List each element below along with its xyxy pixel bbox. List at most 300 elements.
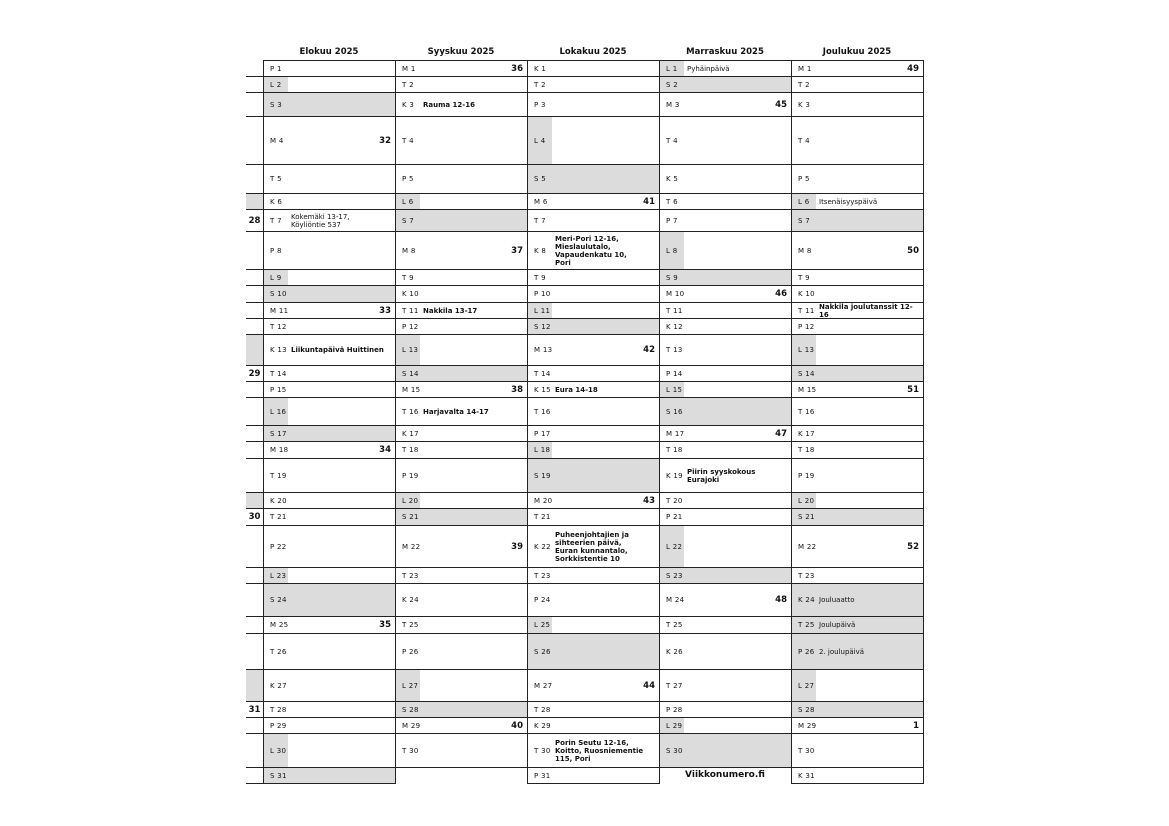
day-label: T 4 [798, 136, 810, 145]
day-cell[interactable] [659, 165, 792, 194]
day-label: K 15 [534, 385, 551, 394]
week-number: 39 [511, 541, 523, 552]
left-week-cell [246, 718, 263, 734]
day-label: T 26 [270, 647, 287, 656]
day-cell[interactable] [791, 584, 924, 617]
day-label: K 24 [402, 596, 419, 604]
day-cell[interactable] [791, 734, 924, 768]
day-label: T 16 [534, 407, 551, 416]
day-cell[interactable] [791, 718, 924, 734]
day-label: S 28 [402, 705, 419, 714]
day-cell[interactable] [395, 493, 528, 509]
day-cell[interactable] [395, 426, 528, 442]
day-cell[interactable] [263, 526, 396, 568]
day-cell[interactable] [527, 335, 660, 366]
day-label: L 22 [666, 542, 683, 551]
event-text: Pyhäinpäivä [687, 64, 730, 73]
day-cell[interactable] [263, 634, 396, 670]
day-cell[interactable] [395, 459, 528, 493]
day-label: S 31 [270, 771, 287, 780]
day-cell[interactable] [263, 232, 396, 270]
day-cell[interactable] [659, 366, 792, 382]
day-cell[interactable] [263, 584, 396, 617]
left-week-number: 30 [248, 512, 261, 522]
day-cell[interactable] [263, 670, 396, 702]
day-cell[interactable] [659, 459, 792, 493]
day-label: S 16 [666, 407, 683, 416]
left-week-cell [246, 768, 263, 784]
day-cell[interactable] [791, 77, 924, 93]
day-label: P 15 [270, 385, 287, 394]
day-cell[interactable] [791, 60, 924, 77]
day-label: T 25 [666, 621, 683, 629]
day-label: S 26 [534, 647, 551, 656]
event-text: Harjavalta 14-17 [423, 407, 489, 416]
day-label: P 8 [270, 246, 282, 255]
day-cell[interactable] [395, 617, 528, 634]
day-cell[interactable] [527, 232, 660, 270]
day-cell[interactable] [659, 509, 792, 526]
day-cell[interactable] [659, 617, 792, 634]
day-cell[interactable] [395, 382, 528, 398]
day-label: T 9 [402, 273, 414, 282]
day-label: T 20 [666, 496, 683, 505]
day-label: S 28 [798, 705, 815, 714]
day-label: T 25 [798, 621, 815, 629]
day-label: K 17 [402, 429, 419, 438]
day-cell[interactable] [791, 398, 924, 426]
day-cell[interactable] [395, 93, 528, 117]
day-cell[interactable] [527, 459, 660, 493]
day-cell[interactable] [659, 702, 792, 718]
day-label: M 24 [666, 596, 685, 604]
day-label: M 6 [534, 197, 548, 206]
day-cell[interactable] [263, 382, 396, 398]
left-week-cell [246, 584, 263, 617]
day-cell[interactable] [263, 398, 396, 426]
day-label: M 29 [402, 721, 421, 730]
day-cell[interactable] [659, 382, 792, 398]
day-cell[interactable] [395, 584, 528, 617]
day-label: T 19 [270, 471, 287, 480]
day-label: M 22 [402, 542, 421, 551]
day-cell[interactable] [527, 702, 660, 718]
day-label: M 29 [798, 721, 817, 730]
day-label: L 20 [402, 496, 419, 505]
day-label: M 22 [798, 542, 817, 551]
day-cell[interactable] [527, 366, 660, 382]
week-number: 35 [379, 620, 391, 630]
day-label: T 21 [270, 513, 287, 521]
day-label: T 23 [534, 571, 551, 580]
day-label: T 18 [666, 446, 683, 454]
day-label: T 9 [534, 273, 546, 282]
day-cell[interactable] [263, 617, 396, 634]
left-week-cell [246, 398, 263, 426]
day-cell[interactable] [791, 194, 924, 210]
day-cell[interactable] [791, 702, 924, 718]
day-cell[interactable] [527, 382, 660, 398]
day-cell[interactable] [791, 426, 924, 442]
day-cell[interactable] [659, 335, 792, 366]
day-label: K 24 [798, 596, 815, 604]
day-cell[interactable] [395, 509, 528, 526]
day-cell[interactable] [659, 210, 792, 232]
day-cell[interactable] [791, 382, 924, 398]
day-label: L 16 [270, 407, 287, 416]
day-label: P 17 [534, 429, 551, 438]
day-label: S 7 [798, 216, 811, 225]
day-label: S 14 [798, 369, 815, 378]
day-cell[interactable] [527, 210, 660, 232]
day-cell[interactable] [791, 568, 924, 584]
day-cell[interactable] [395, 165, 528, 194]
left-week-cell [246, 60, 263, 77]
day-cell[interactable] [263, 77, 396, 93]
day-label: S 23 [666, 571, 683, 580]
day-label: L 2 [270, 80, 282, 89]
week-number: 40 [511, 720, 523, 731]
day-cell[interactable] [791, 335, 924, 366]
day-label: T 30 [402, 746, 419, 755]
day-cell[interactable] [659, 398, 792, 426]
day-cell[interactable] [263, 366, 396, 382]
day-label: T 18 [798, 446, 815, 454]
day-cell[interactable] [263, 319, 396, 335]
day-cell[interactable] [527, 77, 660, 93]
day-cell[interactable] [395, 303, 528, 319]
day-cell[interactable] [791, 617, 924, 634]
day-label: T 7 [270, 216, 282, 225]
day-cell[interactable] [527, 670, 660, 702]
day-cell[interactable] [527, 319, 660, 335]
day-cell[interactable] [659, 319, 792, 335]
day-cell[interactable] [659, 270, 792, 286]
day-label: S 21 [402, 513, 419, 521]
day-cell[interactable] [527, 286, 660, 303]
day-cell[interactable] [791, 493, 924, 509]
left-shade [246, 194, 263, 209]
day-cell[interactable] [395, 210, 528, 232]
day-cell[interactable] [659, 232, 792, 270]
day-cell[interactable] [659, 634, 792, 670]
weekend-shade [660, 77, 791, 92]
day-label: S 19 [534, 471, 551, 480]
day-cell[interactable] [791, 319, 924, 335]
day-label: T 2 [534, 80, 546, 89]
left-week-number: 31 [248, 704, 261, 715]
day-cell[interactable] [395, 194, 528, 210]
day-label: K 29 [534, 721, 551, 730]
day-cell[interactable] [263, 270, 396, 286]
day-cell[interactable] [263, 509, 396, 526]
day-cell[interactable] [659, 194, 792, 210]
day-cell[interactable] [395, 366, 528, 382]
day-label: M 18 [270, 446, 289, 454]
day-cell[interactable] [791, 93, 924, 117]
day-cell[interactable] [527, 634, 660, 670]
day-cell[interactable] [527, 617, 660, 634]
day-cell[interactable] [659, 286, 792, 303]
day-cell[interactable] [527, 768, 660, 784]
day-label: T 14 [270, 369, 287, 378]
day-label: P 1 [270, 64, 282, 73]
day-cell[interactable] [791, 634, 924, 670]
day-cell[interactable] [395, 634, 528, 670]
day-label: L 6 [798, 197, 810, 206]
day-cell[interactable] [791, 303, 924, 319]
day-cell[interactable] [527, 493, 660, 509]
day-label: T 11 [402, 306, 419, 315]
day-label: T 16 [798, 407, 815, 416]
day-cell[interactable] [263, 286, 396, 303]
day-label: T 7 [534, 216, 546, 225]
day-cell[interactable] [527, 93, 660, 117]
day-cell[interactable] [395, 568, 528, 584]
day-cell[interactable] [263, 165, 396, 194]
day-cell[interactable] [395, 734, 528, 768]
day-cell[interactable] [527, 194, 660, 210]
day-cell[interactable] [395, 117, 528, 165]
day-cell[interactable] [791, 526, 924, 568]
day-cell[interactable] [791, 165, 924, 194]
day-cell[interactable] [263, 426, 396, 442]
week-number: 32 [379, 135, 391, 146]
month-header: Lokakuu 2025 [559, 47, 627, 57]
day-label: P 10 [534, 290, 551, 298]
day-cell[interactable] [791, 232, 924, 270]
day-label: S 7 [402, 216, 415, 225]
day-label: S 21 [798, 513, 815, 521]
day-label: L 27 [402, 681, 419, 690]
day-cell[interactable] [659, 493, 792, 509]
day-cell[interactable] [791, 768, 924, 784]
day-cell[interactable] [263, 442, 396, 459]
left-week-cell [246, 335, 263, 366]
day-cell[interactable] [791, 459, 924, 493]
day-cell[interactable] [395, 232, 528, 270]
day-cell[interactable] [659, 442, 792, 459]
day-cell[interactable] [263, 702, 396, 718]
day-label: P 7 [666, 216, 678, 225]
day-cell[interactable] [527, 398, 660, 426]
day-label: S 10 [270, 290, 287, 298]
left-week-cell [246, 270, 263, 286]
day-label: T 12 [270, 322, 287, 331]
day-label: P 14 [666, 369, 683, 378]
day-label: T 27 [666, 681, 683, 690]
day-cell[interactable] [263, 335, 396, 366]
day-label: L 9 [270, 273, 282, 282]
day-label: P 5 [798, 175, 810, 183]
day-cell[interactable] [395, 670, 528, 702]
day-cell[interactable] [395, 319, 528, 335]
day-cell[interactable] [263, 303, 396, 319]
left-week-cell [246, 426, 263, 442]
day-cell[interactable] [791, 366, 924, 382]
day-cell[interactable] [263, 210, 396, 232]
day-cell[interactable] [395, 60, 528, 77]
day-label: L 11 [534, 306, 551, 315]
day-label: L 6 [402, 197, 414, 206]
day-cell[interactable] [263, 493, 396, 509]
day-label: T 18 [402, 446, 419, 454]
week-number: 50 [907, 245, 919, 256]
day-cell[interactable] [527, 584, 660, 617]
day-label: T 5 [270, 175, 282, 183]
day-cell[interactable] [659, 584, 792, 617]
day-label: P 19 [402, 471, 419, 480]
day-cell[interactable] [263, 459, 396, 493]
weekend-shade [528, 165, 659, 193]
day-cell[interactable] [527, 270, 660, 286]
day-cell[interactable] [791, 670, 924, 702]
week-number: 41 [643, 196, 655, 207]
day-label: K 31 [798, 771, 815, 780]
day-cell[interactable] [527, 568, 660, 584]
day-label: L 18 [534, 446, 551, 454]
day-label: T 21 [534, 513, 551, 521]
left-week-cell [246, 509, 263, 526]
day-cell[interactable] [791, 270, 924, 286]
day-cell[interactable] [263, 194, 396, 210]
day-cell[interactable] [263, 718, 396, 734]
day-cell[interactable] [395, 702, 528, 718]
day-cell[interactable] [791, 117, 924, 165]
day-label: K 17 [798, 429, 815, 438]
day-cell[interactable] [263, 93, 396, 117]
day-label: L 23 [270, 571, 287, 580]
day-cell[interactable] [395, 335, 528, 366]
day-cell[interactable] [395, 718, 528, 734]
left-week-cell [246, 442, 263, 459]
day-cell[interactable] [527, 303, 660, 319]
week-number: 42 [643, 345, 655, 355]
event-text: Itsenäisyyspäivä [819, 197, 878, 206]
day-label: K 27 [270, 681, 287, 690]
weekend-shade [792, 210, 923, 231]
day-label: K 22 [534, 542, 551, 551]
left-week-cell [246, 634, 263, 670]
day-cell[interactable] [659, 117, 792, 165]
day-cell[interactable] [527, 442, 660, 459]
day-label: T 11 [798, 306, 815, 315]
day-cell[interactable] [791, 509, 924, 526]
day-label: M 4 [270, 136, 284, 145]
day-label: K 19 [666, 471, 683, 480]
event-text: Piirin syyskokous Eurajoki [687, 467, 756, 484]
day-cell[interactable] [527, 165, 660, 194]
week-number: 34 [379, 445, 391, 455]
day-label: L 8 [666, 246, 678, 255]
day-label: P 29 [270, 721, 287, 730]
day-label: P 24 [534, 596, 551, 604]
day-cell[interactable] [791, 210, 924, 232]
month-header: Marraskuu 2025 [686, 47, 764, 57]
week-number: 51 [907, 384, 919, 395]
left-week-cell [246, 77, 263, 93]
month-header: Syyskuu 2025 [427, 47, 495, 57]
week-number: 1 [913, 720, 919, 731]
left-shade [246, 335, 263, 365]
day-cell[interactable] [263, 117, 396, 165]
day-cell[interactable] [659, 718, 792, 734]
day-cell[interactable] [659, 426, 792, 442]
day-cell[interactable] [659, 303, 792, 319]
left-week-cell [246, 670, 263, 702]
day-cell[interactable] [527, 426, 660, 442]
day-label: P 26 [798, 647, 815, 656]
left-week-cell [246, 286, 263, 303]
day-cell[interactable] [527, 718, 660, 734]
day-cell[interactable] [659, 734, 792, 768]
day-label: S 24 [270, 596, 287, 604]
day-label: L 29 [666, 721, 683, 730]
event-text: Nakkila 13-17 [423, 306, 478, 315]
day-label: M 20 [534, 496, 553, 505]
day-cell[interactable] [395, 526, 528, 568]
day-label: S 17 [270, 429, 287, 438]
day-label: P 12 [798, 322, 815, 331]
day-label: S 5 [534, 175, 547, 183]
event-text: Rauma 12-16 [423, 100, 475, 109]
day-cell[interactable] [395, 286, 528, 303]
day-label: K 13 [270, 346, 287, 354]
day-label: M 15 [402, 385, 421, 394]
day-label: T 16 [402, 407, 419, 416]
day-cell[interactable] [659, 93, 792, 117]
week-number: 37 [511, 245, 523, 256]
day-cell[interactable] [659, 77, 792, 93]
day-cell[interactable] [395, 77, 528, 93]
day-cell[interactable] [791, 442, 924, 459]
event-text: Nakkila joulutanssit 12-16 [819, 303, 913, 319]
day-cell[interactable] [395, 442, 528, 459]
month-header: Joulukuu 2025 [822, 47, 892, 57]
day-cell[interactable] [791, 286, 924, 303]
day-cell[interactable] [395, 398, 528, 426]
day-label: T 30 [534, 746, 551, 755]
day-label: S 14 [402, 369, 419, 378]
day-label: K 10 [798, 290, 815, 298]
day-label: S 12 [534, 322, 551, 331]
day-cell[interactable] [527, 526, 660, 568]
day-label: K 6 [270, 197, 283, 206]
footer-site-label[interactable]: Viikkonumero.fi [685, 770, 765, 780]
week-number: 33 [379, 305, 391, 316]
week-number: 52 [907, 541, 919, 552]
day-cell[interactable] [659, 60, 792, 77]
day-label: P 12 [402, 322, 419, 331]
day-cell[interactable] [527, 117, 660, 165]
left-week-cell [246, 210, 263, 232]
day-cell[interactable] [263, 768, 396, 784]
day-label: P 22 [270, 542, 287, 551]
day-cell[interactable] [659, 526, 792, 568]
day-cell[interactable] [527, 509, 660, 526]
day-cell[interactable] [395, 270, 528, 286]
day-cell[interactable] [527, 734, 660, 768]
day-cell[interactable] [263, 568, 396, 584]
day-cell[interactable] [659, 568, 792, 584]
weekend-shade [660, 270, 791, 285]
day-cell[interactable] [263, 734, 396, 768]
day-cell[interactable] [659, 670, 792, 702]
day-cell[interactable] [527, 60, 660, 77]
day-cell[interactable] [263, 60, 396, 77]
event-text: Jouluaatto [819, 596, 855, 604]
left-week-cell [246, 459, 263, 493]
